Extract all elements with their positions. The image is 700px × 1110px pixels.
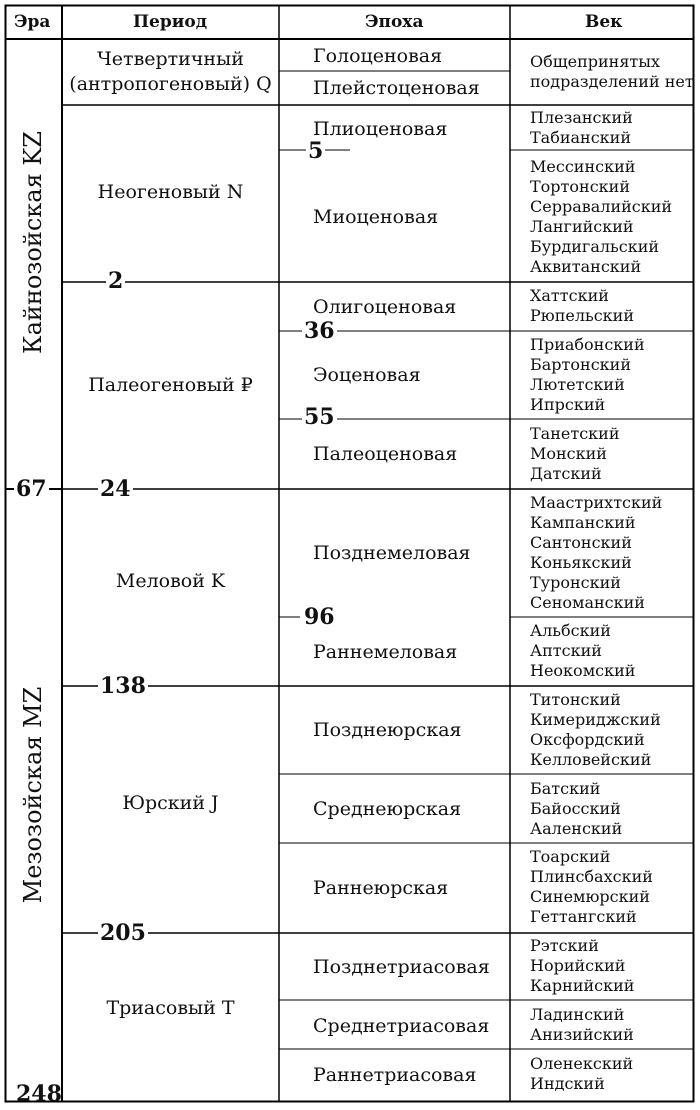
epoch-miocene: Миоценовая	[313, 206, 439, 228]
period-boundary-2: 2	[108, 268, 124, 294]
age-group-early-triassic	[530, 1054, 633, 1094]
list-item: Кимериджский	[530, 710, 661, 729]
epoch-paleocene: Палеоценовая	[313, 443, 458, 465]
list-item: Синемюрский	[530, 887, 650, 906]
list-item: Индский	[530, 1074, 605, 1093]
period-jurassic: Юрский J	[122, 792, 219, 814]
list-item: Рюпельский	[530, 306, 634, 325]
age-group-late-cretaceous	[530, 493, 662, 613]
list-item: Ладинский	[530, 1005, 625, 1024]
epoch-middle-triassic: Среднетриасовая	[313, 1015, 490, 1037]
epoch-pliocene: Плиоценовая	[313, 118, 448, 140]
era-cenozoic: Кайнозойская KZ	[19, 131, 47, 354]
age-group-middle-triassic	[530, 1005, 634, 1045]
list-item: Норийский	[530, 956, 626, 975]
list-item: Анизийский	[530, 1025, 634, 1044]
epoch-boundary-96: 96	[304, 604, 335, 630]
era-boundary-248: 248	[16, 1081, 62, 1107]
list-item: Коньякский	[530, 553, 632, 572]
age-group-pliocene	[530, 108, 633, 148]
age-group-quaternary	[530, 52, 694, 92]
list-item: Танетский	[530, 424, 620, 443]
era-boundary-67: 67	[16, 476, 47, 502]
list-item: Аквитанский	[530, 257, 642, 276]
period-triassic: Триасовый T	[106, 997, 235, 1019]
header-age: Век	[585, 12, 623, 32]
list-item: Тортонский	[530, 177, 630, 196]
period-boundary-138: 138	[100, 673, 146, 699]
list-item: подразделений нет	[530, 72, 694, 91]
list-item: Тоарский	[530, 847, 611, 866]
age-group-miocene	[530, 157, 672, 277]
list-item: Бартонский	[530, 355, 631, 374]
list-item: Сантонский	[530, 533, 632, 552]
epoch-holocene: Голоценовая	[313, 45, 443, 67]
list-item: Батский	[530, 779, 601, 798]
header-era: Эра	[14, 12, 51, 32]
list-item: Титонский	[530, 690, 621, 709]
list-item: Байосский	[530, 799, 621, 818]
period-cretaceous: Меловой K	[115, 570, 226, 592]
list-item: Кампанский	[530, 513, 636, 532]
epoch-boundary-36: 36	[304, 318, 335, 344]
epoch-late-jurassic: Позднеюрская	[313, 719, 462, 741]
age-group-late-jurassic	[530, 690, 661, 770]
period-boundary-24: 24	[100, 476, 131, 502]
era-mesozoic: Мезозойская MZ	[19, 686, 47, 904]
list-item: Бурдигальский	[530, 237, 660, 256]
list-item: Ааленский	[530, 819, 623, 838]
list-item: Серравалийский	[530, 197, 673, 216]
header-epoch: Эпоха	[365, 12, 424, 32]
list-item: Лангийский	[530, 217, 634, 236]
epoch-boundary-55: 55	[304, 404, 335, 430]
list-item: Аптский	[530, 641, 602, 660]
period-neogene: Неогеновый N	[97, 181, 244, 203]
age-group-paleocene	[530, 424, 619, 484]
list-item: Геттангский	[530, 907, 637, 926]
period-boundary-205: 205	[100, 920, 146, 946]
list-item: Ипрский	[530, 395, 606, 414]
list-item: Сеноманский	[530, 593, 645, 612]
epoch-oligocene: Олигоценовая	[313, 296, 457, 318]
period-quaternary-line1: Четвертичный	[97, 48, 244, 70]
age-group-eocene	[530, 335, 645, 415]
list-item: Хаттский	[530, 286, 609, 305]
list-item: Альбский	[530, 621, 611, 640]
list-item: Маастрихтский	[530, 493, 663, 512]
epoch-early-cretaceous: Раннемеловая	[313, 641, 458, 663]
list-item: Неокомский	[530, 661, 636, 680]
list-item: Келловейский	[530, 750, 652, 769]
list-item: Монский	[530, 444, 607, 463]
list-item: Плинсбахский	[530, 867, 653, 886]
list-item: Плезанский	[530, 108, 633, 127]
age-group-middle-jurassic	[530, 779, 622, 839]
epoch-early-triassic: Раннетриасовая	[313, 1064, 477, 1086]
epoch-eocene: Эоценовая	[313, 364, 421, 386]
list-item: Туронский	[530, 573, 621, 592]
epoch-pleistocene: Плейстоценовая	[313, 77, 480, 99]
epoch-boundary-5: 5	[308, 138, 324, 164]
list-item: Оленекский	[530, 1054, 634, 1073]
age-group-early-cretaceous	[530, 621, 635, 681]
list-item: Рэтский	[530, 936, 599, 955]
list-item: Приабонский	[530, 335, 645, 354]
period-paleogene: Палеогеновый ₽	[88, 374, 253, 396]
epoch-late-cretaceous: Позднемеловая	[313, 542, 471, 564]
header-period: Период	[133, 12, 208, 32]
list-item: Карнийский	[530, 976, 635, 995]
age-group-oligocene	[530, 286, 634, 326]
list-item: Оксфордский	[530, 730, 645, 749]
list-item: Общепринятых	[530, 52, 661, 71]
list-item: Табианский	[530, 128, 631, 147]
epoch-late-triassic: Позднетриасовая	[313, 956, 490, 978]
period-quaternary-line2: (антропогеновый) Q	[69, 73, 272, 95]
epoch-early-jurassic: Раннеюрская	[313, 877, 449, 899]
list-item: Датский	[530, 464, 602, 483]
list-item: Лютетский	[530, 375, 625, 394]
age-group-late-triassic	[530, 936, 634, 996]
list-item: Мессинский	[530, 157, 636, 176]
epoch-middle-jurassic: Среднеюрская	[313, 798, 462, 820]
age-group-early-jurassic	[530, 847, 653, 927]
